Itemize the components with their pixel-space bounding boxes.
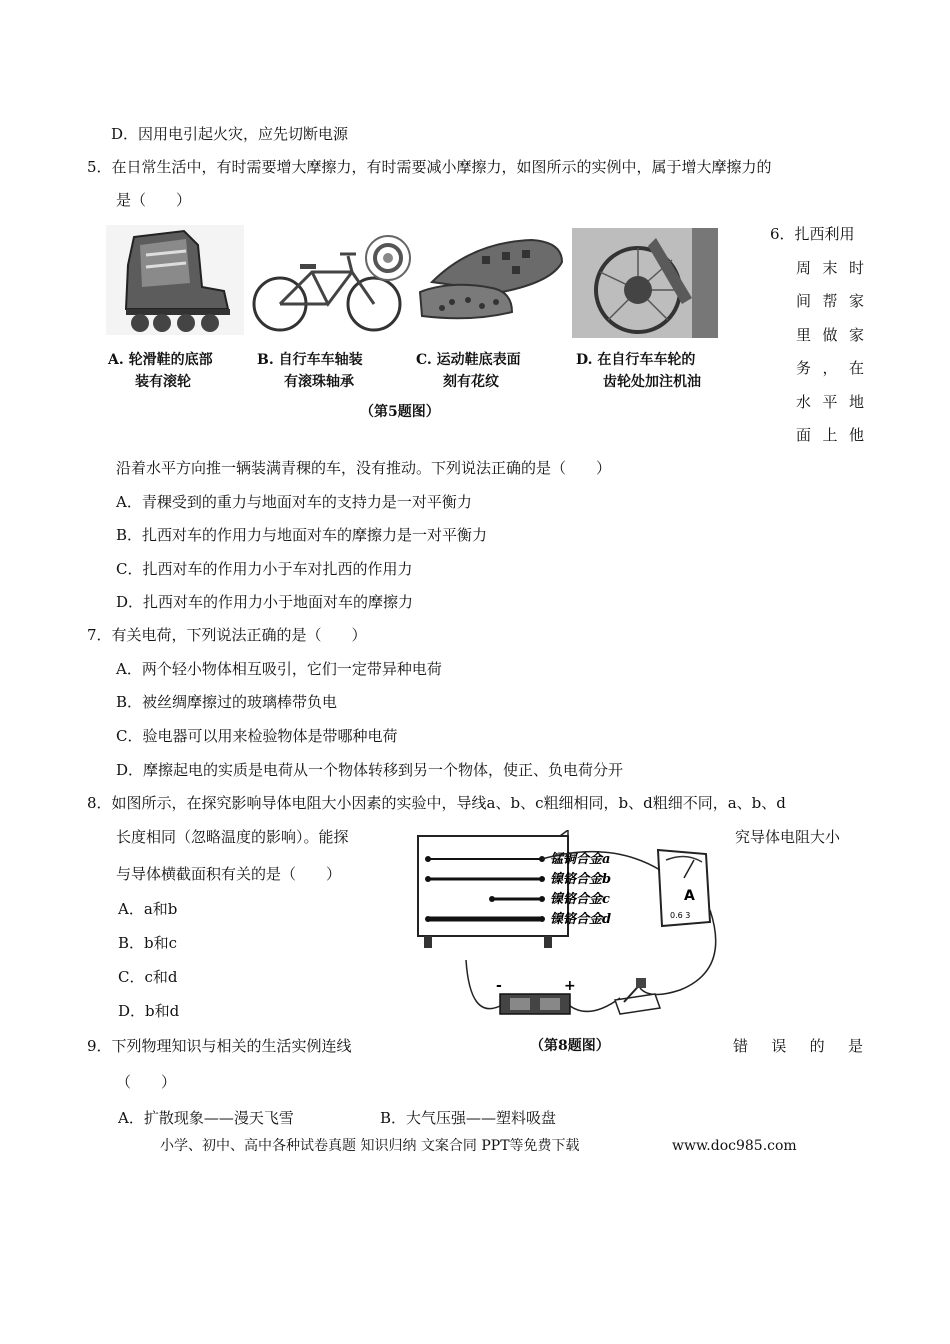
- q6-side-line-6: [796, 392, 864, 412]
- q9-stem-right: [733, 1036, 863, 1056]
- q9-option-a: A．扩散现象——漫天飞雪: [118, 1109, 294, 1127]
- q5-option-d-line1: D. 在自行车车轮的: [576, 352, 696, 368]
- q9-word-1: 错: [733, 1037, 749, 1055]
- q6-side-text-5: 务 ， 在: [796, 359, 864, 377]
- q5-option-c: [416, 349, 521, 393]
- q6-side-text-6: 水 平 地: [796, 393, 864, 411]
- q9-word-4: 是: [847, 1037, 863, 1055]
- q8-stem-line2-right: 究导体电阻大小: [735, 828, 841, 846]
- q5-option-a-line1: A. 轮滑鞋的底部: [108, 352, 213, 368]
- q6-side-line-1: 6．扎西利用: [770, 225, 855, 243]
- sneaker-sole-image: [412, 232, 568, 328]
- q5-option-a: [108, 349, 213, 393]
- q9-word-3: 的: [809, 1037, 825, 1055]
- q7-option-d: D．摩擦起电的实质是电荷从一个物体转移到另一个物体，使正、负电荷分开: [116, 761, 624, 779]
- bicycle-bearing-image: [252, 232, 412, 336]
- battery-box: [496, 978, 576, 1014]
- q5-option-d-line2: 齿轮处加注机油: [603, 374, 701, 390]
- q6-stem-cont: 沿着水平方向推一辆装满青稞的车，没有推动。下列说法正确的是（ ）: [116, 459, 612, 477]
- q7-option-c: C．验电器可以用来检验物体是带哪种电荷: [116, 727, 398, 745]
- q6-side-text-3: 间 帮 家: [796, 292, 864, 310]
- q6-side-text-2: 周 末 时: [796, 259, 864, 277]
- ammeter-scale: 0.6 3: [670, 911, 691, 920]
- q5-option-b-line2: 有滚珠轴承: [284, 374, 354, 390]
- q9-option-b: B．大气压强——塑料吸盘: [380, 1109, 557, 1127]
- footer-url[interactable]: www.doc985.com: [672, 1138, 797, 1154]
- q7-option-b: B．被丝绸摩擦过的玻璃棒带负电: [116, 693, 338, 711]
- q9-stem-left: 9．下列物理知识与相关的生活实例连线: [87, 1037, 352, 1055]
- q8-circuit-figure: [410, 830, 720, 1030]
- q7-option-a: A．两个轻小物体相互吸引，它们一定带异种电荷: [116, 660, 442, 678]
- q8-stem-line3: 与导体横截面积有关的是（ ）: [116, 865, 342, 883]
- battery-plus-label: +: [564, 978, 576, 994]
- q8-stem-line1: 8．如图所示，在探究影响导体电阻大小因素的实验中，导线a、b、c粗细相同，b、d粗细不同，a、b、d: [87, 794, 786, 812]
- q6-side-line-4: [796, 325, 864, 345]
- q8-option-a: A．a和b: [118, 900, 178, 918]
- q5-option-c-line2: 刻有花纹: [443, 374, 499, 390]
- q9-answer-paren: （ ）: [116, 1073, 177, 1091]
- q5-option-a-line2: 装有滚轮: [135, 374, 191, 390]
- q6-side-line-5: [796, 358, 864, 378]
- q6-option-a: A．青稞受到的重力与地面对车的支持力是一对平衡力: [116, 493, 472, 511]
- q5-option-d: [576, 349, 701, 393]
- q7-stem: 7．有关电荷，下列说法正确的是（ ）: [87, 626, 367, 644]
- wire-label-b: 镍铬合金b: [550, 872, 612, 887]
- q6-side-line-3: [796, 291, 864, 311]
- inline-skate-image: [106, 225, 244, 335]
- q6-option-b: B．扎西对车的作用力与地面对车的摩擦力是一对平衡力: [116, 526, 488, 544]
- q5-option-c-line1: C. 运动鞋底表面: [416, 352, 521, 368]
- q6-option-c: C．扎西对车的作用力小于车对扎西的作用力: [116, 560, 413, 578]
- q6-side-line-7: [796, 425, 864, 445]
- q5-option-b: [257, 349, 363, 393]
- ammeter-label: A: [684, 888, 695, 904]
- q8-option-d: D．b和d: [118, 1002, 180, 1020]
- switch: [615, 978, 660, 1014]
- q5-option-b-line1: B. 自行车车轴装: [257, 352, 363, 368]
- q8-option-c: C．c和d: [118, 968, 178, 986]
- q9-word-2: 误: [771, 1037, 787, 1055]
- footer-text: 小学、初中、高中各种试卷真题 知识归纳 文案合同 PPT等免费下载: [160, 1138, 580, 1154]
- q6-side-text-7: 面 上 他: [796, 426, 864, 444]
- q5-stem-line1: 5．在日常生活中，有时需要增大摩擦力，有时需要减小摩擦力，如图所示的实例中，属于增大摩擦力的: [87, 158, 772, 176]
- wire-label-d: 镍铬合金d: [550, 912, 612, 927]
- wire-label-a: 锰铜合金a: [550, 852, 611, 867]
- bicycle-gear-oil-image: [572, 228, 718, 338]
- q8-figure-caption: （第8题图）: [530, 1038, 610, 1054]
- q8-stem-line2-left: 长度相同（忽略温度的影响）。能探: [116, 828, 349, 846]
- q6-side-line-2: [796, 258, 864, 278]
- battery-minus-label: -: [496, 978, 502, 994]
- wire-label-c: 镍铬合金c: [550, 892, 610, 907]
- q6-option-d: D．扎西对车的作用力小于地面对车的摩擦力: [116, 593, 414, 611]
- q5-stem-line2: 是（ ）: [116, 191, 192, 209]
- q8-option-b: B．b和c: [118, 934, 178, 952]
- q4-option-d: D．因用电引起火灾，应先切断电源: [111, 125, 349, 143]
- q5-figure-caption: （第5题图）: [360, 404, 440, 420]
- q6-side-text-4: 里 做 家: [796, 326, 864, 344]
- ammeter: [658, 850, 710, 926]
